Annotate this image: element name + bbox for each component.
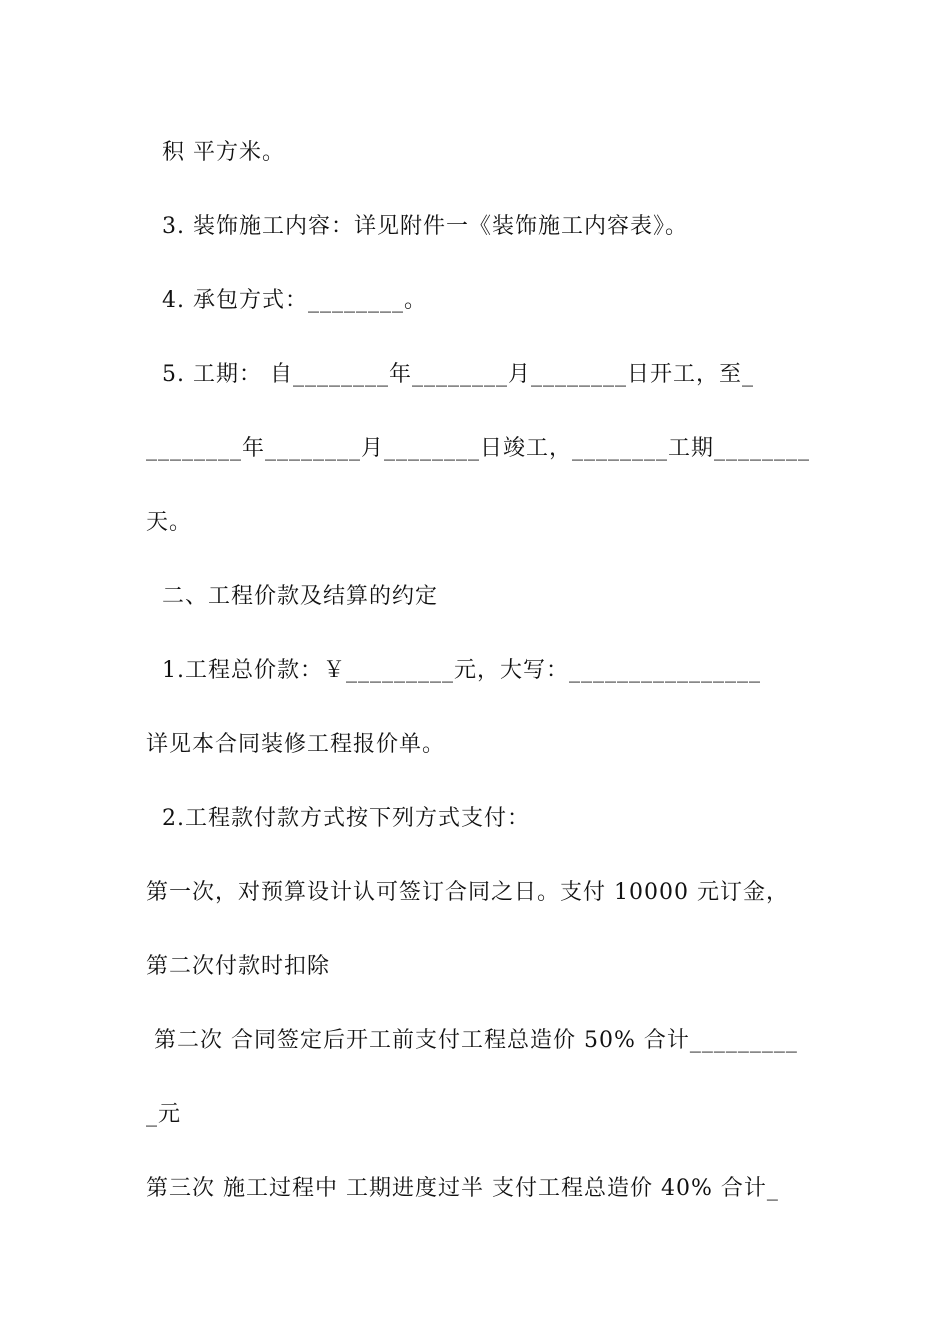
text-line-first-payment-deduction: 第二次付款时扣除: [146, 954, 331, 979]
text-line-quotation-reference: 详见本合同装修工程报价单。: [146, 732, 446, 757]
text-line-total-price: 1.工程总价款：￥_________元，大写：________________: [146, 658, 761, 683]
text-line-construction-period-start: 5. 工期： 自________年________月________日开工，至_: [146, 362, 754, 387]
text-line-second-payment-unit: _元: [146, 1102, 182, 1127]
text-line-first-payment: 第一次，对预算设计认可签订合同之日。支付 10000 元订金，: [146, 880, 789, 905]
text-line-construction-period-end: ________年________月________日竣工，________工期________: [146, 436, 811, 461]
text-line-payment-method: 2.工程款付款方式按下列方式支付：: [146, 806, 530, 831]
text-line-days: 天。: [146, 510, 193, 535]
text-line-construction-content: 3. 装饰施工内容：详见附件一《装饰施工内容表》。: [146, 214, 688, 239]
text-line-area-unit: 积 平方米。: [146, 140, 285, 165]
text-line-contract-method: 4. 承包方式：________。: [146, 288, 427, 313]
text-line-third-payment: 第三次 施工过程中 工期进度过半 支付工程总造价 40% 合计_: [146, 1176, 779, 1201]
text-line-second-payment: 第二次 合同签定后开工前支付工程总造价 50% 合计_________: [146, 1028, 798, 1053]
section-heading-price-settlement: 二、工程价款及结算的约定: [146, 584, 438, 609]
